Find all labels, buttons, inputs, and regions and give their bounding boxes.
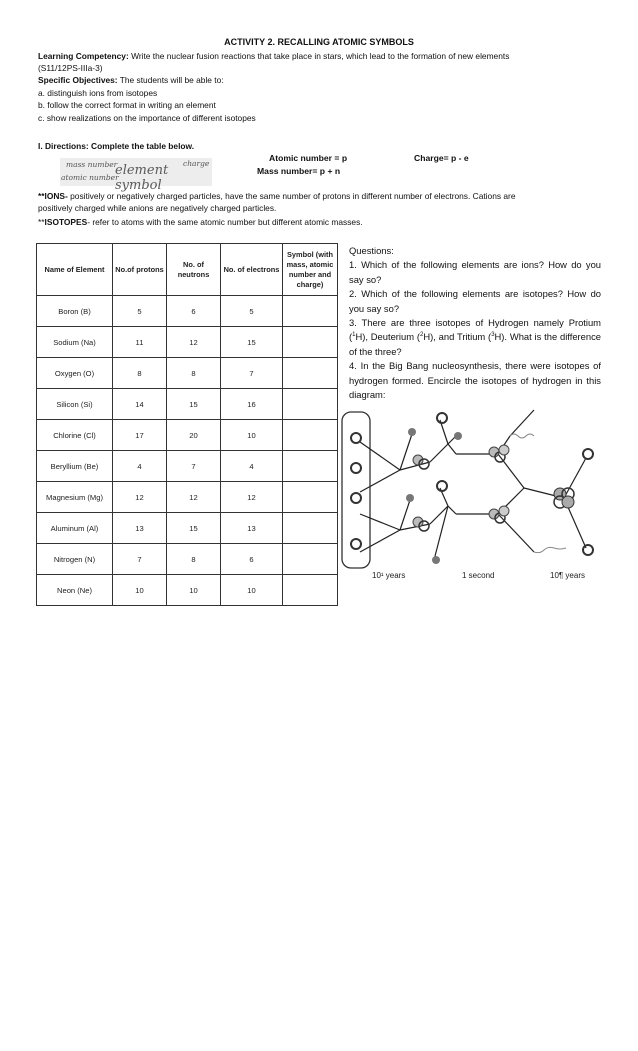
element-name: Oxygen (O) [37,358,113,389]
edge [564,458,586,498]
time-label: 1 second [462,571,495,580]
questions-heading: Questions: [349,245,394,256]
neutrons-cell: 15 [167,389,221,420]
competency-label: Learning Competency: [38,51,129,61]
nucleus [583,545,593,555]
nucleus [454,432,462,440]
question-4: 4. In the Big Bang nucleosynthesis, there were isotopes of hydrogen formed. Encircle the isotopes of hydrogen in this diagram: [349,360,601,401]
charge-formula: Charge= p - e [414,153,469,163]
protons-cell: 4 [113,451,167,482]
element-name: Sodium (Na) [37,327,113,358]
electrons-cell: 13 [221,513,283,544]
neutrons-cell: 12 [167,327,221,358]
edge [360,442,400,470]
edge [448,506,456,514]
nucleus [351,539,361,549]
table-row [37,389,338,420]
electrons-cell: 10 [221,575,283,606]
nucleus [499,506,509,516]
nucleus [499,445,509,455]
nucleus [583,449,593,459]
objective-item: a. distinguish ions from isotopes [38,88,158,98]
edge [400,500,410,530]
neutrons-cell: 7 [167,451,221,482]
table-row [37,420,338,451]
ions-definition-cont: positively charged while anions are negatively charged particles. [38,203,277,213]
protons-cell: 7 [113,544,167,575]
edge [448,444,456,454]
electrons-cell: 16 [221,389,283,420]
objective-item: b. follow the correct format in writing an element [38,100,216,110]
electrons-cell: 7 [221,358,283,389]
protons-cell: 17 [113,420,167,451]
neutrons-cell: 6 [167,296,221,327]
photon-wave [534,547,566,552]
table-header-row [37,244,338,296]
neutrons-cell: 10 [167,575,221,606]
electrons-cell: 12 [221,482,283,513]
nucleus-nodes [351,413,593,564]
symbol-cell[interactable] [283,451,338,482]
diagram-enclosing-box [342,412,370,568]
element-name: Magnesium (Mg) [37,482,113,513]
table-row [37,513,338,544]
neutrons-cell: 12 [167,482,221,513]
protons-cell: 14 [113,389,167,420]
page-title: ACTIVITY 2. RECALLING ATOMIC SYMBOLS [224,37,414,47]
electrons-cell: 10 [221,420,283,451]
table-row [37,327,338,358]
nucleus [351,493,361,503]
element-name: Chlorine (Cl) [37,420,113,451]
element-name: Neon (Ne) [37,575,113,606]
nucleus [351,463,361,473]
edge [360,470,400,492]
protons-cell: 8 [113,358,167,389]
time-label: 10¶ years [550,571,585,580]
questions-block [349,244,601,402]
protons-cell: 13 [113,513,167,544]
table-row [37,358,338,389]
nucleus [432,556,440,564]
element-name: Silicon (Si) [37,389,113,420]
symbol-cell[interactable] [283,389,338,420]
neutrons-cell: 8 [167,358,221,389]
edge [400,434,412,470]
edge [360,514,400,530]
question-1: 1. Which of the following elements are ions? How do you say so? [349,259,601,285]
isotopes-definition: **ISOTOPES- refer to atoms with the same atomic number but different atomic masses. [38,217,363,227]
col-neutrons-header: No. of neutrons [167,244,221,296]
symbol-legend [60,158,212,193]
edge [430,444,448,462]
symbol-cell[interactable] [283,513,338,544]
photon-wave [510,434,534,438]
table-row [37,296,338,327]
neutrons-cell: 8 [167,544,221,575]
objective-item: c. show realizations on the importance of different isotopes [38,113,256,123]
symbol-cell[interactable] [283,296,338,327]
nucleus [351,433,361,443]
table-row [37,451,338,482]
table-row [37,544,338,575]
ions-definition: **IONS- positively or negatively charged particles, have the same number of protons in different number of electrons. Cations are [38,191,516,201]
nucleus [562,496,574,508]
protons-cell: 12 [113,482,167,513]
legend-element-symbol: element symbol [115,163,169,193]
directions: I. Directions: Complete the table below. [38,141,195,151]
col-symbol-header: Symbol (with mass, atomic number and charge) [283,244,338,296]
col-protons-header: No.of protons [113,244,167,296]
nucleus [437,481,447,491]
legend-mass-number: mass number [66,160,118,169]
table-row [37,575,338,606]
symbol-cell[interactable] [283,327,338,358]
legend-charge: charge [183,159,210,168]
protons-cell: 11 [113,327,167,358]
nucleus [437,413,447,423]
nucleosynthesis-diagram [338,402,610,588]
edge [498,454,524,488]
nucleus [408,428,416,436]
symbol-cell[interactable] [283,358,338,389]
edge [498,514,534,552]
symbol-cell[interactable] [283,420,338,451]
time-label: 10¹ years [372,571,406,580]
question-3: 3. There are three isotopes of Hydrogen namely Protium ($^1$H), Deuterium ($^2$H), and Tritium ($^3$H). What is the difference of the three? [349,317,602,357]
electrons-cell: 5 [221,296,283,327]
competency-text: Write the nuclear fusion reactions that take place in stars, which lead to the formation of new elements [128,51,510,61]
nucleus [406,494,414,502]
mass-number-formula: Mass number= p + n [257,166,341,176]
neutrons-cell: 20 [167,420,221,451]
edge [434,506,448,560]
element-name: Boron (B) [37,296,113,327]
symbol-cell[interactable] [283,544,338,575]
protons-cell: 5 [113,296,167,327]
electrons-cell: 15 [221,327,283,358]
electrons-cell: 6 [221,544,283,575]
col-electrons-header: No. of electrons [221,244,283,296]
objectives-label: Specific Objectives: [38,75,118,85]
electrons-cell: 4 [221,451,283,482]
symbol-cell[interactable] [283,482,338,513]
edge [510,410,534,436]
question-2: 2. Which of the following elements are isotopes? How do you say so? [349,288,601,314]
element-table [36,243,338,606]
table-row [37,482,338,513]
legend-atomic-number: atomic number [61,173,119,182]
col-name-header: Name of Element [37,244,113,296]
edge [360,530,400,552]
protons-cell: 10 [113,575,167,606]
element-name: Beryllium (Be) [37,451,113,482]
competency-code: (S11/12PS-IIIa-3) [38,63,103,73]
element-name: Aluminum (Al) [37,513,113,544]
atomic-number-formula: Atomic number = p [269,153,348,163]
element-name: Nitrogen (N) [37,544,113,575]
specific-objectives [38,74,224,86]
objectives-intro: The students will be able to: [117,75,224,85]
symbol-cell[interactable] [283,575,338,606]
learning-competency [38,50,509,62]
neutrons-cell: 15 [167,513,221,544]
